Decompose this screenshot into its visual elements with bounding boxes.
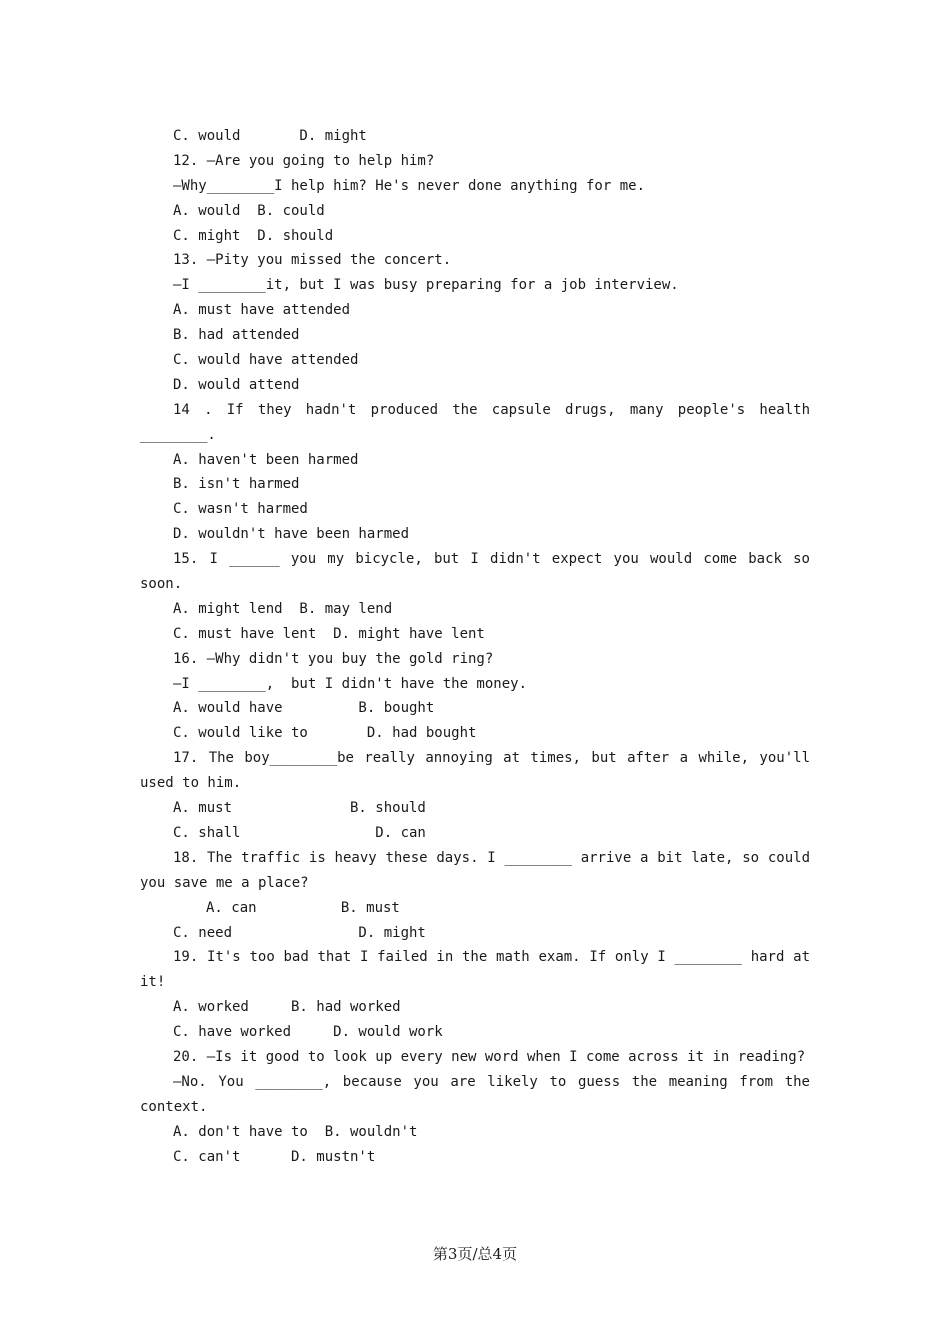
q17-stem: 17. The boy________be really annoying at times, but after a while, you'll: [173, 750, 810, 767]
q16-stem: 16. —Why didn't you buy the gold ring?: [173, 650, 494, 667]
q11-options-cd: C. would D. might: [173, 128, 367, 144]
q13-stem: 13. —Pity you missed the concert.: [173, 252, 452, 269]
q13-option-d: D. would attend: [173, 376, 300, 393]
q12-stem: 12. —Are you going to help him?: [173, 152, 435, 169]
q17-options-cd: C. shall D. can: [173, 824, 426, 841]
q15-stem-cont: soon.: [140, 576, 183, 593]
q20-options-ab: A. don't have to B. wouldn't: [173, 1123, 418, 1140]
q16-reply: —I ________, but I didn't have the money.: [173, 675, 528, 692]
q18-options-ab: A. can B. must: [206, 899, 400, 916]
question-list: [140, 124, 810, 1169]
q12-reply: —Why________I help him? He's never done anything for me.: [173, 177, 646, 194]
q20-stem: 20. —Is it good to look up every new word when I come across it in reading?: [173, 1048, 806, 1065]
q15-stem: 15. I ______ you my bicycle, but I didn't expect you would come back so: [173, 551, 810, 568]
q20-reply-cont: context.: [140, 1098, 208, 1115]
q13-option-b: B. had attended: [173, 327, 300, 344]
q18-stem: 18. The traffic is heavy these days. I ________ arrive a bit late, so could: [173, 849, 810, 866]
q14-option-c: C. wasn't harmed: [173, 501, 308, 518]
q19-options-cd: C. have worked D. would work: [173, 1024, 443, 1041]
q12-options-ab: A. would B. could: [173, 202, 325, 219]
q20-reply: —No. You ________, because you are likely to guess the meaning from the: [173, 1073, 810, 1090]
q15-options-ab: A. might lend B. may lend: [173, 600, 393, 617]
q19-stem-cont: it!: [140, 974, 166, 991]
q18-stem-cont: you save me a place?: [140, 874, 309, 891]
q19-options-ab: A. worked B. had worked: [173, 999, 401, 1016]
q18-options-cd: C. need D. might: [173, 924, 426, 941]
q14-stem: 14 . If they hadn't produced the capsule drugs, many people's health: [173, 401, 810, 418]
q13-option-a: A. must have attended: [173, 302, 351, 319]
q20-options-cd: C. can't D. mustn't: [173, 1148, 376, 1165]
q17-stem-cont: used to him.: [140, 775, 242, 792]
q16-options-cd: C. would like to D. had bought: [173, 725, 477, 742]
q19-stem: 19. It's too bad that I failed in the math exam. If only I ________ hard at: [173, 949, 810, 966]
q13-option-c: C. would have attended: [173, 352, 359, 369]
q14-option-d: D. wouldn't have been harmed: [173, 526, 410, 543]
q15-options-cd: C. must have lent D. might have lent: [173, 625, 485, 642]
q12-options-cd: C. might D. should: [173, 227, 334, 244]
q14-stem-cont: ________.: [140, 426, 216, 443]
q14-option-a: A. haven't been harmed: [173, 451, 359, 468]
q14-option-b: B. isn't harmed: [173, 476, 300, 493]
q13-reply: —I ________it, but I was busy preparing for a job interview.: [173, 277, 679, 294]
q16-options-ab: A. would have B. bought: [173, 700, 435, 717]
page-number-footer: 第3页/总4页: [432, 1245, 518, 1263]
q17-options-ab: A. must B. should: [173, 800, 426, 817]
